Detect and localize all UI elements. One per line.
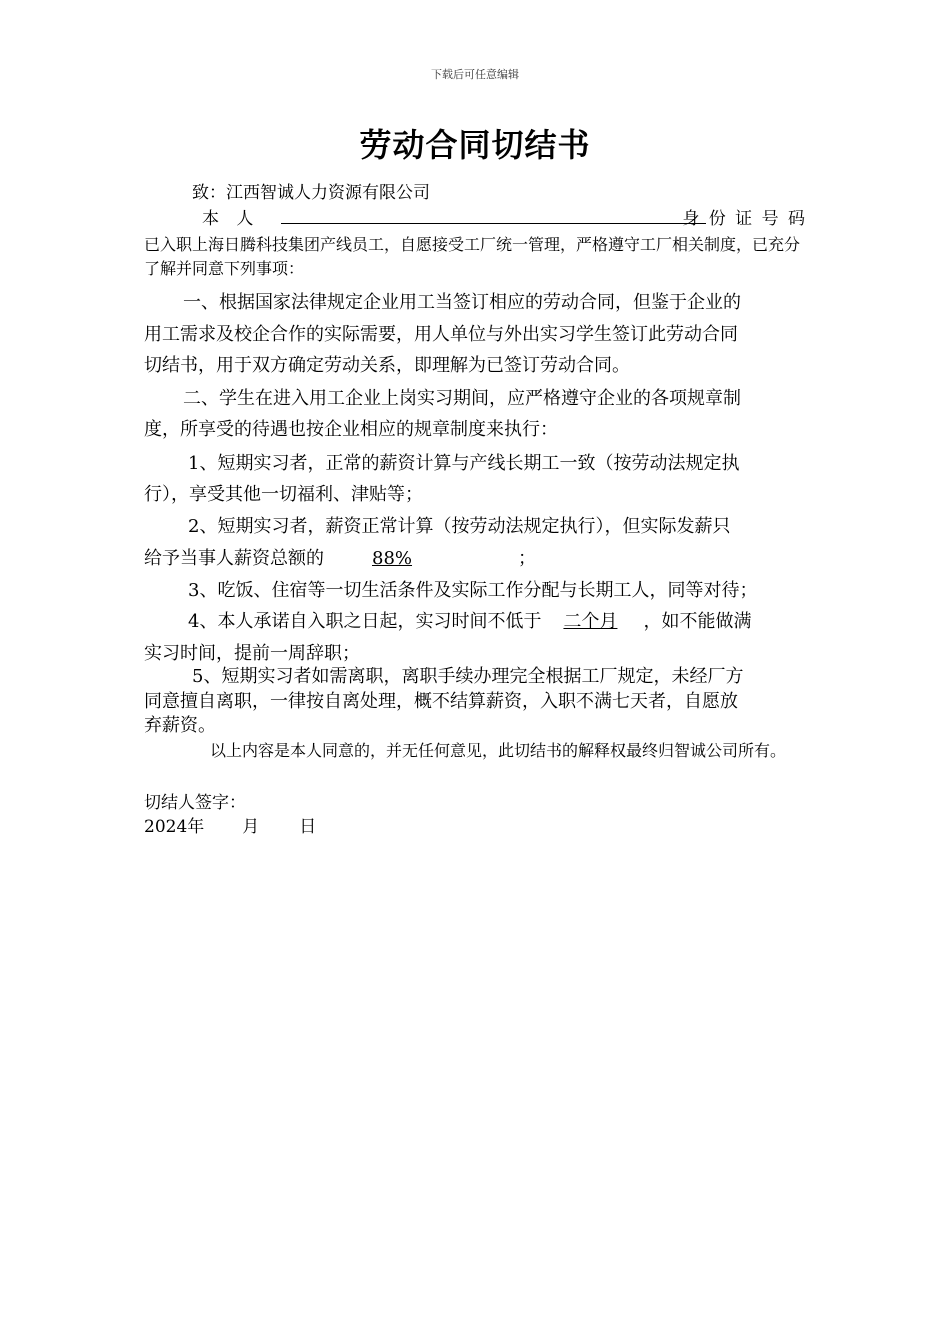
item5-line-3: 弃薪资。 <box>144 715 216 736</box>
item2-line-1: 2、短期实习者，薪资正常计算（按劳动法规定执行），但实际发薪只 <box>188 516 731 537</box>
intro-line-1 <box>202 204 807 229</box>
item2-prefix: 给予当事人薪资总额的 <box>144 548 324 569</box>
salary-percentage-value <box>324 548 512 569</box>
salary-percentage-text: 88% <box>372 548 413 569</box>
item2-suffix: ； <box>518 548 536 569</box>
clause1-line-1: 一、根据国家法律规定企业用工当签订相应的劳动合同，但鉴于企业的 <box>183 292 741 313</box>
item3-line: 3、吃饭、住宿等一切生活条件及实际工作分配与长期工人，同等对待； <box>188 580 758 601</box>
signature-date <box>144 812 316 837</box>
internship-duration-text: 二个月 <box>563 611 618 632</box>
item5-line-2: 同意擅自离职，一律按自离处理，概不结算薪资，入职不满七天者，自愿放 <box>144 691 738 712</box>
item4-prefix: 4、本人承诺自入职之日起，实习时间不低于 <box>188 611 542 632</box>
item4-line-2: 实习时间，提前一周辞职； <box>144 643 360 664</box>
intro-line-3: 了解并同意下列事项： <box>144 259 305 278</box>
clause2-line-1: 二、学生在进入用工企业上岗实习期间，应严格遵守企业的各项规章制 <box>183 388 741 409</box>
internship-duration-value <box>541 607 643 633</box>
clause1-line-2: 用工需求及校企合作的实际需要，用人单位与外出实习学生签订此劳动合同 <box>144 324 738 345</box>
date-day: 日 <box>299 817 317 837</box>
signature-label: 切结人签字： <box>144 793 246 813</box>
item2-line-2 <box>144 544 536 570</box>
name-blank <box>281 205 706 224</box>
header-note: 下载后可任意编辑 <box>431 68 519 81</box>
clause1-line-3: 切结书，用于双方确定劳动关系，即理解为已签订劳动合同。 <box>144 355 630 376</box>
item1-line-1: 1、短期实习者，正常的薪资计算与产线长期工一致（按劳动法规定执 <box>188 453 740 474</box>
item1-line-2: 行），享受其他一切福利、津贴等； <box>144 484 423 505</box>
item5-line-1: 5、短期实习者如需离职，离职手续办理完全根据工厂规定，未经厂方 <box>192 666 744 687</box>
self-label: 本 人 <box>202 209 260 229</box>
date-year: 2024年 <box>144 817 205 837</box>
clause2-line-2: 度，所享受的待遇也按企业相应的规章制度来执行： <box>144 419 558 440</box>
item4-suffix: ，如不能做满 <box>643 611 752 632</box>
closing-statement: 以上内容是本人同意的，并无任何意见，此切结书的解释权最终归智诚公司所有。 <box>210 741 787 760</box>
id-number-label: 身 份 证 号 码 <box>682 209 807 229</box>
item4-line-1 <box>188 607 751 633</box>
date-month: 月 <box>242 817 260 837</box>
addressee-line: 致：江西智诚人力资源有限公司 <box>192 183 430 203</box>
intro-line-2: 已入职上海日腾科技集团产线员工，自愿接受工厂统一管理，严格遵守工厂相关制度，已充分 <box>144 235 801 254</box>
document-title: 劳动合同切结书 <box>359 126 591 164</box>
